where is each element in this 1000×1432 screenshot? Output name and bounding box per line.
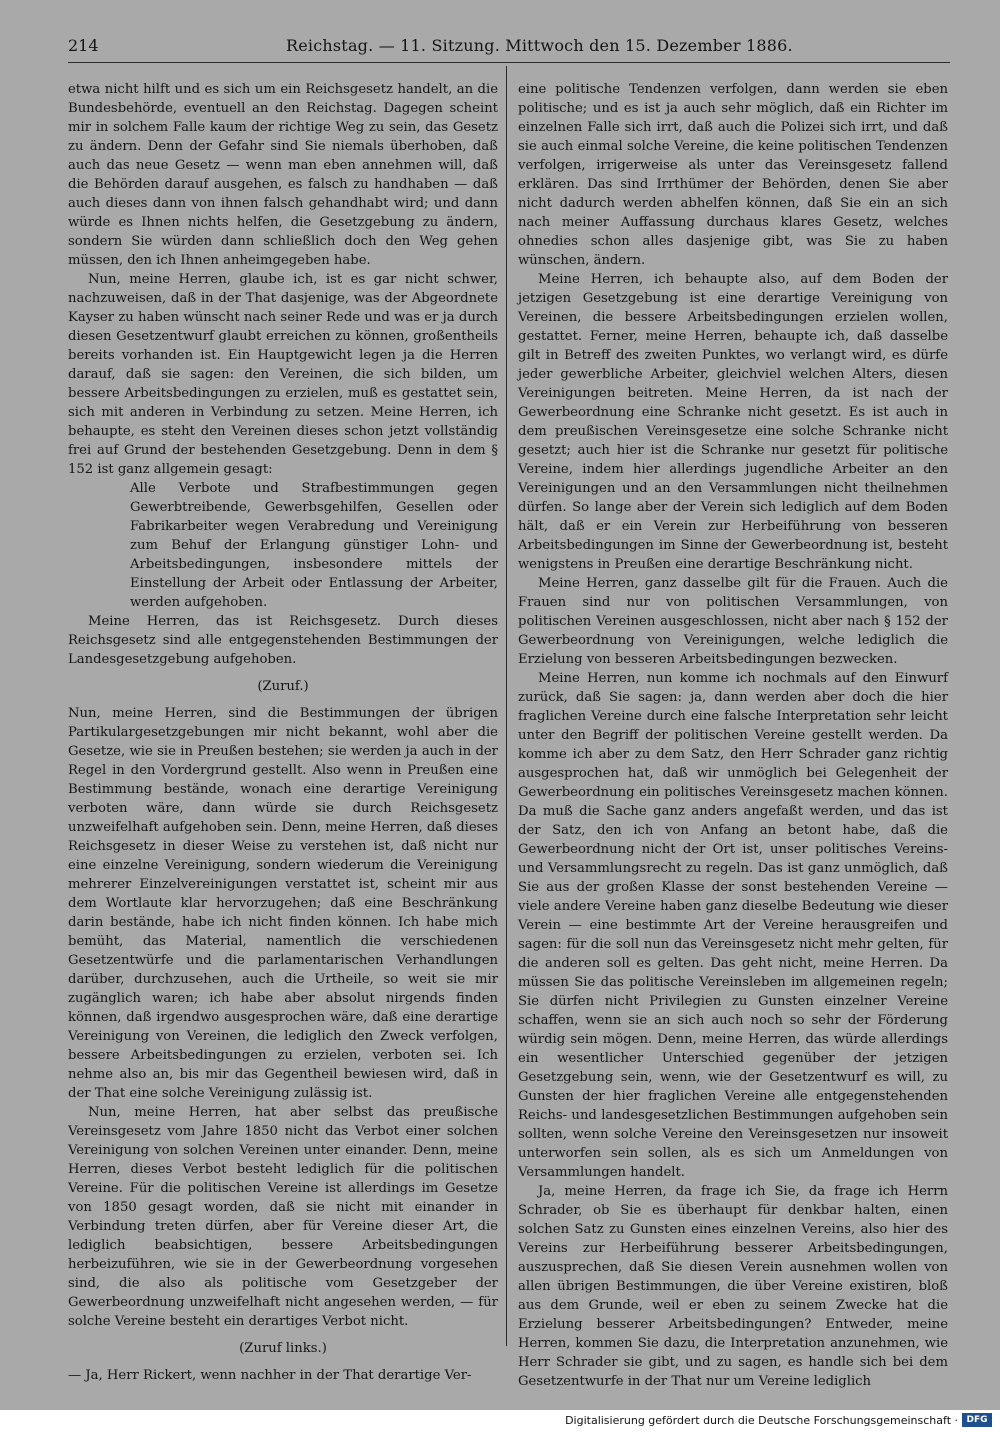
interjection: (Zuruf.) xyxy=(257,679,309,694)
paragraph: Ja, meine Herren, da frage ich Sie, da frage ich Herrn Schrader, ob Sie es überhaupt für denkbar halten, einen solchen Satz zu Gunsten eines einzelnen Vereins, also hier des Vereins zur Herbeiführung besserer Arbeitsbedingungen, auszusprechen, daß Sie diesen Verein ausnehmen wollen von allen übrigen Bestimmungen, die über Vereine existiren, bloß aus dem Grunde, weil er eben zu seinem Zwecke hat die Erzielung besserer Arbeitsbedingungen? Entweder, meine Herren, kommen Sie dazu, die Interpretation anzunehmen, wie Herr Schrader sie gibt, und zu sagen, es handle sich bei dem Gesetzentwurfe in der That nur um Vereine lediglich xyxy=(518,1184,948,1389)
paragraph: eine politische Tendenzen verfolgen, dann werden sie eben politische; und es ist ja auch sehr möglich, daß ein Richter im einzelnen Falle sich irrt, daß auch die Polizei sich irrt, und daß sie auch einmal solche Vereine, die keine politischen Tendenzen verfolgen, irrigerweise als unter das Vereinsgesetz fallend erklären. Das sind Irrthümer der Behörden, denen Sie aber nicht dadurch werden abhelfen können, daß Sie ein an sich nach meiner Auffassung durchaus klares Gesetz, welches ohnedies schon alles dasjenige gibt, was Sie zu haben wünschen, ändern. xyxy=(518,82,948,268)
paragraph: Nun, meine Herren, sind die Bestimmungen der übrigen Partikulargesetzgebungen mir nicht bekannt, wohl aber die Gesetze, wie sie in Preußen bestehen; sie werden ja auch in der Regel in den Vordergrund gestellt. Also wenn in Preußen eine Bestimmung bestände, wonach eine derartige Vereinigung verboten wäre, dann würde sie durch Reichsgesetz unzweifelhaft aufgehoben sein. Denn, meine Herren, daß dieses Reichsgesetz in dieser Weise zu verstehen ist, daß nicht nur eine einzelne Vereinigung, sondern wiederum die Vereinigung mehrerer Einzelvereinigungen verstattet ist, scheint mir aus dem Wortlaute klar hervorzugehen; daß eine Beschränkung darin bestände, habe ich nicht finden können. Ich habe mich bemüht, das Material, namentlich die verschiedenen Gesetzentwürfe und die parlamentarischen Verhandlungen darüber, durchzusehen, auch die Urtheile, so weit sie mir zugänglich waren; ich habe aber absolut nirgends finden können, daß irgendwo ausgesprochen wäre, daß eine derartige Vereinigung von Vereinen, die lediglich den Zweck verfolgen, bessere Arbeitsbedingungen zu erzielen, verboten sei. Ich nehme also an, bis mir das Gegentheil bewiesen wird, daß in der That eine solche Vereinigung zulässig ist. xyxy=(68,706,498,1101)
page-number: 214 xyxy=(68,36,99,55)
paragraph: etwa nicht hilft und es sich um ein Reichsgesetz handelt, an die Bundesbehörde, eventuell an den Reichstag. Dagegen scheint mir in solchem Falle kaum der richtige Weg zu sein, das Gesetz zu ändern. Denn der Gefahr sind Sie niemals überhoben, daß auch das neue Gesetz — wenn man eben annehmen will, daß die Behörden darauf ausgehen, es falsch zu handhaben — daß auch dieses dann von ihnen falsch gehandhabt wird; und dann würde es Ihnen nichts helfen, die Gesetzgebung zu ändern, sondern Sie würden dann schließlich doch den Weg gehen müssen, den ich Ihnen anheimgegeben habe. xyxy=(68,82,498,268)
dfg-logo: DFG xyxy=(962,1413,992,1427)
page-header xyxy=(68,34,948,60)
funding-credit: Digitalisierung gefördert durch die Deutsche Forschungsgemeinschaft · xyxy=(565,1414,958,1427)
paragraph: Meine Herren, ganz dasselbe gilt für die Frauen. Auch die Frauen sind nur von politischen Versammlungen, von politischen Vereinen ausgeschlossen, nicht aber nach § 152 der Gewerbeordnung von Vereinigungen, welche lediglich die Erzielung von besseren Arbeitsbedingungen bezwecken. xyxy=(518,576,948,667)
statute-quote: Alle Verbote und Strafbestimmungen gegen Gewerbtreibende, Gewerbsgehilfen, Gesellen oder Fabrikarbeiter wegen Verabredung und Vereinigung zum Behuf der Erlangung günstiger Lohn- und Arbeitsbedingungen, insbesondere mittels der Einstellung der Arbeit oder Entlassung der Arbeiter, werden aufgehoben. xyxy=(130,481,498,610)
footer-bar xyxy=(0,1410,1000,1432)
paragraph: Meine Herren, ich behaupte also, auf dem Boden der jetzigen Gesetzgebung ist eine derartige Vereinigung von Vereinen, die bessere Arbeitsbedingungen erzielen wollen, gestattet. Ferner, meine Herren, behaupte ich, daß dasselbe gilt in Betreff des zweiten Punktes, wo verlangt wird, es dürfe jeder gewerbliche Arbeiter, gleichviel welchen Alters, diesen Vereinigungen beitreten. Meine Herren, da ist nach der Gewerbeordnung eine Schranke nicht gesetzt. Es ist auch in dem preußischen Vereinsgesetze eine solche Schranke nicht gesetzt; auch hier ist die Schranke nur gesetzt für politische Vereine, indem hier allerdings jugendliche Arbeiter an den Vereinigungen und an den Versammlungen nicht theilnehmen dürfen. So lange aber der Verein sich lediglich auf dem Boden hält, daß er ein Verein zur Herbeiführung von besseren Arbeitsbedingungen im Sinne der Gewerbeordnung ist, besteht wenigstens in Preußen eine derartige Beschränkung nicht. xyxy=(518,272,948,572)
paragraph: Meine Herren, das ist Reichsgesetz. Durch dieses Reichsgesetz sind alle entgegenstehenden Bestimmungen der Landesgesetzgebung aufgehoben. xyxy=(68,614,498,667)
column-divider xyxy=(506,66,507,1346)
paragraph: Nun, meine Herren, glaube ich, ist es gar nicht schwer, nachzuweisen, daß in der That dasjenige, was der Abgeordnete Kayser zu haben wünscht nach seiner Rede und was er ja durch diesen Gesetzentwurf glaubt erreichen zu können, großentheils bereits vorhanden ist. Ein Hauptgewicht legen ja die Herren darauf, daß sie sagen: den Vereinen, die sich bilden, um bessere Arbeitsbedingungen zu erzielen, muß es gestattet sein, sich mit anderen in Verbindung zu setzen. Meine Herren, ich behaupte, es steht den Vereinen dieses schon jetzt vollständig frei auf Grund der bestehenden Gesetzgebung. Denn in dem § 152 ist ganz allgemein gesagt: xyxy=(68,272,498,477)
paragraph: Meine Herren, nun komme ich nochmals auf den Einwurf zurück, daß Sie sagen: ja, dann werden aber doch die hier fraglichen Vereine durch eine falsche Interpretation sehr leicht unter den Begriff der politischen Vereine gestellt werden. Da komme ich aber zu dem Satz, den Herr Schrader ganz richtig ausgesprochen hat, daß wir unmöglich bei Gelegenheit der Gewerbeordnung ein politisches Vereinsgesetz machen können. Da muß die Sache ganz anders angefaßt werden, und das ist der Satz, den ich von Anfang an betont habe, daß die Gewerbeordnung nicht der Ort ist, unser politisches Vereins- und Versammlungsrecht zu regeln. Das ist ganz unmöglich, daß Sie aus der großen Klasse der sonst bestehenden Vereine — viele andere Vereine haben ganz dieselbe Bedeutung wie dieser Verein — eine bestimmte Art der Vereine herausgreifen und sagen: für die soll nun das Vereinsgesetz nicht mehr gelten, für die anderen soll es gelten. Das geht nicht, meine Herren. Da müssen Sie das politische Vereinsleben im allgemeinen regeln; Sie dürfen nicht Privilegien zu Gunsten einzelner Vereine schaffen, wenn sie an sich auch noch so sehr der Förderung würdig sein mögen. Denn, meine Herren, das würde allerdings ein wesentlicher Unterschied gegenüber der jetzigen Gesetzgebung sein, wenn, wie der Gesetzentwurf es will, zu Gunsten der hier fraglichen Vereine alle entgegenstehenden Reichs- und landesgesetzlichen Bestimmungen aufgehoben sein sollten, wenn solche Vereine den Vereinsgesetzen nur insoweit unterworfen sein sollen, als es sich um Anmeldungen von Versammlungen handelt. xyxy=(518,671,948,1180)
running-title: Reichstag. — 11. Sitzung. Mittwoch den 15. Dezember 1886. xyxy=(286,36,793,55)
interjection: (Zuruf links.) xyxy=(239,1341,327,1356)
paragraph: — Ja, Herr Rickert, wenn nachher in der That derartige Ver- xyxy=(68,1368,472,1383)
left-column xyxy=(68,80,498,1385)
header-rule xyxy=(68,62,950,63)
right-column xyxy=(518,80,948,1391)
paragraph: Nun, meine Herren, hat aber selbst das preußische Vereinsgesetz vom Jahre 1850 nicht das Verbot einer solchen Vereinigung von solchen Vereinen unter einander. Denn, meine Herren, dieses Verbot besteht lediglich für die politischen Vereine. Für die politischen Vereine ist allerdings im Gesetze von 1850 gesagt worden, daß sie nicht mit einander in Verbindung treten dürfen, aber für Vereine dieser Art, die lediglich beabsichtigen, bessere Arbeitsbedingungen herbeizuführen, wie sie in der Gewerbeordnung vorgesehen sind, die also als politische vom Gesetzgeber der Gewerbeordnung unzweifelhaft nicht angesehen werden, — für solche Vereine besteht ein derartiges Verbot nicht. xyxy=(68,1105,498,1329)
